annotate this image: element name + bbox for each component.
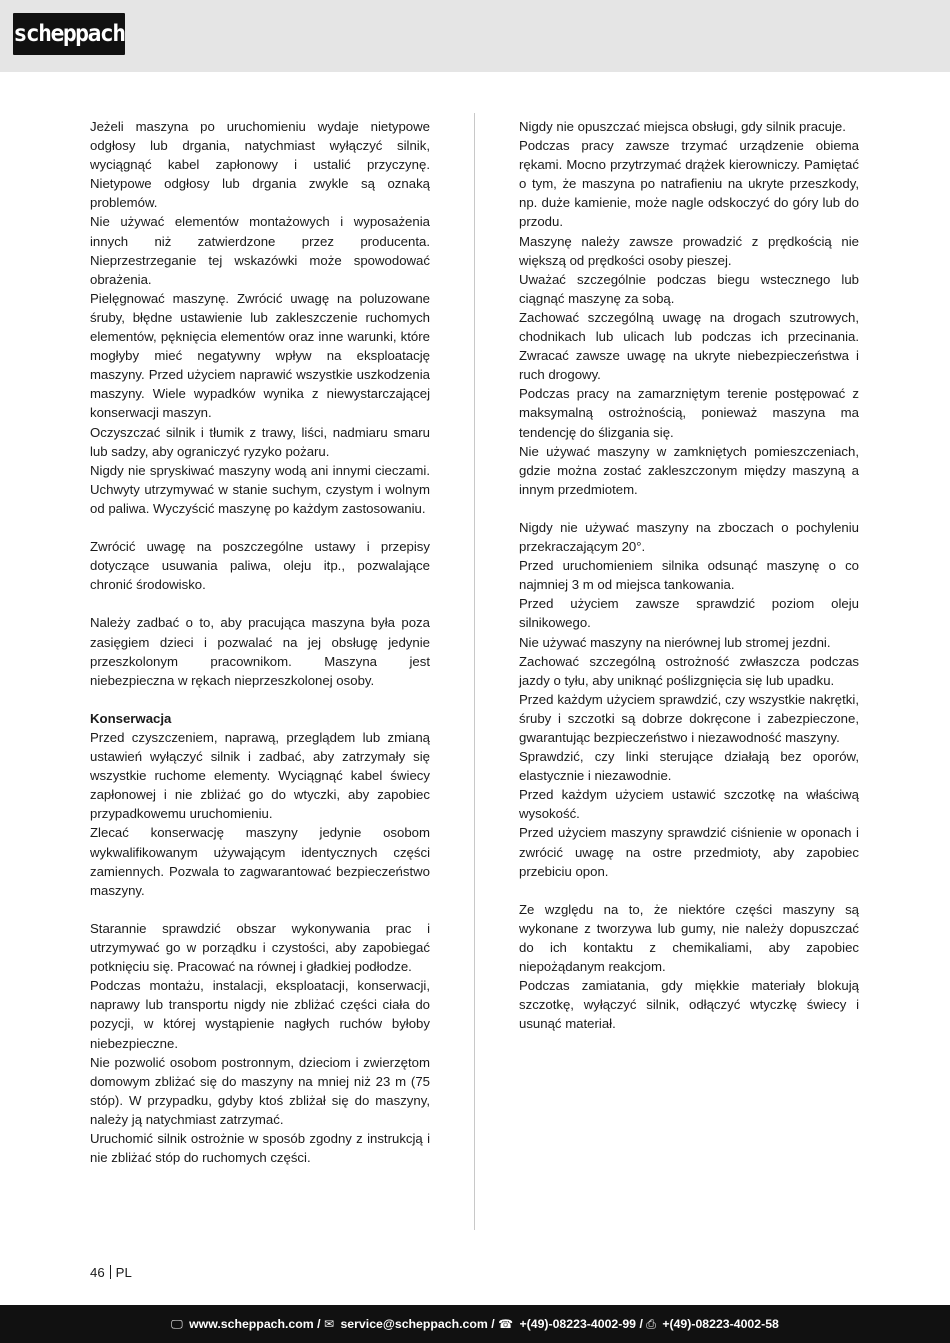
- paragraph-spacer: [519, 499, 859, 518]
- paragraph: Nie pozwolić osobom postronnym, dzieciom i zwierzętom domowym zbliżać się do maszyny na mniej niż 23 m (75 stóp). W przypadku, gdyby ktoś zbliżał się do maszyny, należy ją natychmiast zatrzymać.: [90, 1054, 430, 1127]
- paragraph: Ze względu na to, że niektóre części maszyny są wykonane z tworzywa lub gumy, nie należy dopuszczać do ich kontaktu z chemikaliami, aby zapobiec niepożądanym reakcjom.: [519, 901, 859, 975]
- paragraph: Nie używać elementów montażowych i wyposażenia innych niż zatwierdzone przez producenta. Nieprzestrzeganie tej wskazówki może spowodować obrażenia.: [90, 214, 430, 287]
- paragraph: Nigdy nie używać maszyny na zboczach o pochyleniu przekraczającym 20°.: [519, 519, 859, 555]
- fax-icon: ⎙: [646, 1317, 656, 1331]
- paragraph: Sprawdzić, czy linki sterujące działają bez oporów, elastycznie i niezawodnie.: [519, 749, 859, 784]
- paragraph-spacer: [90, 518, 430, 537]
- monitor-icon: 🖵: [171, 1317, 183, 1331]
- right-text-column: [519, 117, 859, 1034]
- section-heading: Konserwacja: [90, 710, 172, 726]
- email-link[interactable]: service@scheppach.com: [340, 1317, 488, 1331]
- contact-separator: /: [491, 1317, 495, 1331]
- left-text-column: [90, 117, 430, 1167]
- paragraph: Przed użyciem maszyny sprawdzić ciśnienie w oponach i zwrócić uwagę na ostre przedmioty, aby zapobiec przebiciu opon.: [519, 825, 859, 879]
- paragraph: Nigdy nie opuszczać miejsca obsługi, gdy silnik pracuje.: [519, 119, 846, 134]
- phone-number: +(49)-08223-4002-99: [519, 1317, 637, 1331]
- paragraph: Nie używać maszyny na nierównej lub stromej jezdni.: [519, 634, 831, 650]
- paragraph: Nigdy nie spryskiwać maszyny wodą ani innymi cieczami. Uchwyty utrzymywać w stanie suchym, czystym i wolnym od paliwa. Wyczyścić maszynę po każdym zastosowaniu.: [90, 462, 430, 516]
- contact-separator: /: [639, 1317, 643, 1331]
- paragraph: Pielęgnować maszynę. Zwrócić uwagę na poluzowane śruby, błędne ustawienie lub zakleszczenie ruchomych elementów, pęknięcia elementów oraz inne warunki, które mogłyby mieć negatywny wpływ na eksploatację maszyny. Przed użyciem naprawić wszystkie uszkodzenia maszyny. Wiele wypadków wynika z niewystarczającej konserwacji maszyn.: [90, 290, 430, 421]
- header-band: [0, 0, 950, 72]
- paragraph: Nie używać maszyny w zamkniętych pomieszczeniach, gdzie można zostać zakleszczonym między maszyną a innym przedmiotem.: [519, 443, 859, 497]
- scheppach-logo: scheppach: [13, 13, 125, 55]
- paragraph: Należy zadbać o to, aby pracująca maszyna była poza zasięgiem dzieci i pozwalać na jej obsługę jedynie przeszkolonym pracownikom. Maszyna jest niebezpieczna w rękach nieprzeszkolonej osoby.: [90, 615, 430, 688]
- paragraph: Podczas montażu, instalacji, eksploatacji, konserwacji, naprawy lub transportu nigdy nie zbliżać części ciała do pozycji, w której wystąpienie nagłych ruchów byłoby niebezpieczne.: [90, 978, 430, 1051]
- paragraph: Starannie sprawdzić obszar wykonywania prac i utrzymywać go w porządku i czystości, aby zapobiegać potknięciu się. Pracować na równej i gładkiej podłodze.: [90, 920, 430, 975]
- paragraph: Podczas pracy zawsze trzymać urządzenie obiema rękami. Mocno przytrzymać drążek kierowniczy. Pamiętać o tym, że maszyna po natrafieniu na ukryte przeszkody, np. duże kamienie, może nagle odskoczyć do góry lub do przodu.: [519, 138, 859, 230]
- paragraph-spacer: [90, 594, 430, 613]
- page-number-footer: [90, 1265, 132, 1281]
- paragraph: Uważać szczególnie podczas biegu wstecznego lub ciągnąć maszynę za sobą.: [519, 271, 859, 306]
- paragraph: Przed uruchomieniem silnika odsunąć maszynę o co najmniej 3 m od miejsca tankowania.: [519, 558, 859, 593]
- paragraph: Przed każdym użyciem ustawić szczotkę na właściwą wysokość.: [519, 787, 859, 822]
- envelope-icon: ✉: [323, 1317, 335, 1331]
- fax-number: +(49)-08223-4002-58: [662, 1317, 779, 1331]
- page-language: PL: [115, 1265, 132, 1280]
- paragraph: Zwrócić uwagę na poszczególne ustawy i przepisy dotyczące usuwania paliwa, oleju itp., pozwalające chronić środowisko.: [90, 539, 430, 593]
- paragraph: Maszynę należy zawsze prowadzić z prędkością nie większą od prędkości osoby pieszej.: [519, 233, 859, 268]
- website-link[interactable]: www.scheppach.com: [189, 1317, 314, 1331]
- paragraph: Przed czyszczeniem, naprawą, przeglądem lub zmianą ustawień wyłączyć silnik i zadbać, aby zatrzymały się wszystkie ruchome elementy. Wyciągnąć kabel świecy zapłonowej i nie zbliżać go do wtyczki, aby zapobiec przypadkowemu uruchomieniu.: [90, 730, 430, 822]
- contact-bar: [0, 1305, 950, 1343]
- paragraph-spacer: [90, 690, 430, 709]
- paragraph: Uruchomić silnik ostrożnie w sposób zgodny z instrukcją i nie zbliżać stóp do ruchomych części.: [90, 1130, 430, 1166]
- paragraph: Oczyszczać silnik i tłumik z trawy, liści, nadmiaru smaru lub sadzy, aby ograniczyć ryzyko pożaru.: [90, 424, 430, 459]
- telephone-icon: ☎: [498, 1317, 514, 1331]
- paragraph: Podczas zamiatania, gdy miękkie materiały blokują szczotkę, wyłączyć silnik, odłączyć wtyczkę świecy i usunąć materiał.: [519, 978, 859, 1032]
- column-divider: [474, 113, 475, 1230]
- paragraph: Jeżeli maszyna po uruchomieniu wydaje nietypowe odgłosy lub drgania, natychmiast wyłączyć silnik, wyciągnąć kabel zapłonowy i ustalić przyczynę. Nietypowe odgłosy lub drgania zwykle są oznaką problemów.: [90, 119, 430, 211]
- paragraph-spacer: [519, 881, 859, 900]
- paragraph: Zachować szczególną uwagę na drogach szutrowych, chodnikach lub ulicach lub podczas ich przecinania. Zwracać zawsze uwagę na ukryte niebezpieczeństwa i ruch drogowy.: [519, 309, 859, 383]
- paragraph-spacer: [90, 900, 430, 919]
- paragraph: Zachować szczególną ostrożność zwłaszcza podczas jazdy o tyłu, aby uniknąć poślizgnięcia się lub upadku.: [519, 653, 859, 688]
- page-number: 46: [90, 1265, 105, 1280]
- paragraph: Przed każdym użyciem sprawdzić, czy wszystkie nakrętki, śruby i szczotki są dobrze dokręcone i zabezpieczone, gwarantując bezpieczeństwo i niezawodność maszyny.: [519, 691, 859, 745]
- paragraph: Podczas pracy na zamarzniętym terenie postępować z maksymalną ostrożnością, ponieważ maszyna ma tendencję do ślizgania się.: [519, 386, 859, 440]
- page-number-separator: [110, 1265, 111, 1279]
- paragraph: Przed użyciem zawsze sprawdzić poziom oleju silnikowego.: [519, 596, 859, 631]
- paragraph: Zlecać konserwację maszyny jedynie osobom wykwalifikowanym używającym identycznych części zamiennych. Pozwala to zagwarantować bezpieczeństwo maszyny.: [90, 825, 430, 898]
- contact-separator: /: [317, 1317, 321, 1331]
